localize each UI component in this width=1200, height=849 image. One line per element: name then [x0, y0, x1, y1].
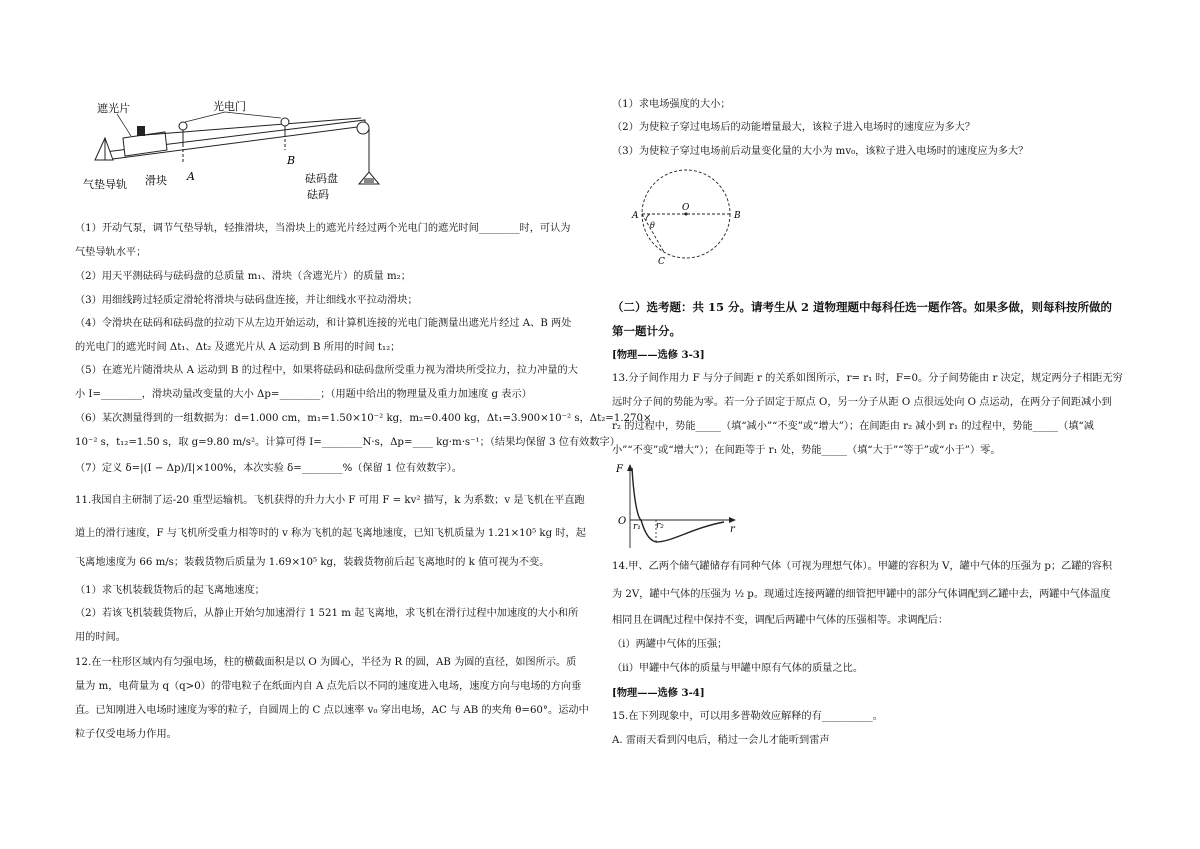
- circle-label-b: B: [734, 211, 741, 221]
- text-line: （2）为使粒子穿过电场后的动能增量最大，该粒子进入电场时的速度应为多大？: [612, 122, 976, 133]
- text-line: 相同且在调配过程中保持不变，调配后两罐中气体的压强相等。求调配后：: [612, 615, 949, 626]
- text-line: （3）为使粒子穿过电场前后动量变化量的大小为 mv₀，该粒子进入电场时的速度应为多大？: [612, 146, 1029, 157]
- circle-label-theta: θ: [650, 221, 655, 230]
- label-shade: 遮光片: [97, 102, 130, 115]
- question-14: 14.甲、乙两个储气罐储存有同种气体（可视为理想气体）。甲罐的容积为 V，罐中气体的压强为 p；乙罐的容积: [612, 561, 1113, 572]
- text-line: 飞离地速度为 66 m/s；装载货物后质量为 1.69×10⁵ kg，装载货物前后起飞离地时的 k 值可视为不变。: [75, 557, 550, 568]
- text-line: 气垫导轨水平；: [75, 247, 147, 258]
- graph-label-o: O: [618, 516, 627, 527]
- text-line: 道上的滑行速度，F 与飞机所受重力相等时的 v 称为飞机的起飞离地速度，已知飞机质量为 1.21×10⁵ kg 时，起: [75, 528, 586, 539]
- graph-label-r2: r₂: [656, 521, 664, 531]
- text-line: 为 2V，罐中气体的压强为 ½ p。现通过连接两罐的细管把甲罐中的部分气体调配到乙罐中去，两罐中气体温度: [612, 589, 1111, 600]
- circle-label-c: C: [658, 257, 665, 267]
- question-15: 15.在下列现象中，可以用多普勒效应解释的有__________。: [612, 711, 883, 722]
- elective-3-4-heading: [物理——选修 3-4]: [612, 687, 705, 699]
- text-line: （ii）甲罐中气体的质量与甲罐中原有气体的质量之比。: [612, 663, 864, 674]
- text-line: 粒子仅受电场力作用。: [75, 729, 177, 740]
- text-line: （2）用天平测砝码与砝码盘的总质量 m₁、滑块（含遮光片）的质量 m₂；: [75, 271, 411, 282]
- question-12: 12.在一柱形区域内有匀强电场，柱的横截面积是以 O 为圆心，半径为 R 的圆，AB 为圆的直径，如图所示。质: [75, 657, 577, 668]
- text-line: 小”“不变”或“增大”）；在间距等于 r₁ 处，势能_____（填“大于”“等于”或“小于”）零。: [612, 445, 1001, 456]
- text-line: 量为 m，电荷量为 q（q>0）的带电粒子在纸面内自 A 点先后以不同的速度进入电场，速度方向与电场的方向垂: [75, 681, 582, 692]
- text-line: 远时分子间的势能为零。若一分子固定于原点 O，另一分子从距 O 点很远处向 O 点运动，在两分子间距减小到: [612, 397, 1112, 408]
- graph-label-r1: r₁: [633, 522, 641, 532]
- circle-label-o: O: [682, 203, 690, 213]
- text-line: （6）某次测量得到的一组数据为：d=1.000 cm，m₁=1.50×10⁻² kg，m₂=0.400 kg，Δt₁=3.900×10⁻² s，Δt₂=1.270×: [75, 413, 652, 424]
- text-line: （4）令滑块在砝码和砝码盘的拉动下从左边开始运动，和计算机连接的光电门能测量出遮光片经过 A、B 两处: [75, 318, 572, 329]
- label-point-a: A: [187, 170, 195, 183]
- circle-label-a: A: [632, 211, 639, 221]
- text-line: 小 I=________，滑块动量改变量的大小 Δp=________；（用题中给出的物理量及重力加速度 g 表示）: [75, 389, 532, 400]
- air-track-figure: [75, 92, 385, 202]
- text-line: （1）求电场强度的大小；: [612, 99, 731, 110]
- label-point-b: B: [287, 154, 296, 167]
- label-gate: 光电门: [213, 100, 246, 113]
- question-11: 11.我国自主研制了运-20 重型运输机。飞机获得的升力大小 F 可用 F = kv² 描写，k 为系数；v 是飞机在平直跑: [75, 495, 585, 506]
- text-line: 用的时间。: [75, 632, 126, 643]
- label-rail: 气垫导轨: [83, 178, 127, 191]
- text-line: （3）用细线跨过轻质定滑轮将滑块与砝码盘连接，并让细线水平拉动滑块；: [75, 295, 418, 306]
- text-line: （7）定义 δ=|(I − Δp)/I|×100%，本次实验 δ=________%（保留 1 位有效数字）。: [75, 463, 462, 474]
- elective-section-title: （二）选考题：共 15 分。请考生从 2 道物理题中每科任选一题作答。如果多做，则每科按所做的: [612, 300, 1113, 314]
- text-line: （i）两罐中气体的压强；: [612, 639, 728, 650]
- text-line: （5）在遮光片随滑块从 A 运动到 B 的过程中，如果将砝码和砝码盘所受重力视为滑块所受拉力，拉力冲量的大: [75, 365, 578, 376]
- text-line: 的光电门的遮光时间 Δt₁、Δt₂ 及遮光片从 A 运动到 B 所用的时间 t₁₂；: [75, 342, 401, 353]
- option-a: A. 雷雨天看到闪电后，稍过一会儿才能听到雷声: [612, 735, 830, 746]
- graph-label-r: r: [730, 524, 735, 535]
- circle-field-figure: [622, 168, 752, 268]
- label-weight: 砝码: [307, 188, 329, 201]
- text-line: 10⁻² s，t₁₂=1.50 s，取 g=9.80 m/s²。计算可得 I=________N·s，Δp=____ kg·m·s⁻¹；（结果均保留 3 位有效数字）: [75, 437, 620, 448]
- graph-label-f: F: [616, 464, 623, 475]
- text-line: （1）开动气泵，调节气垫导轨，轻推滑块，当滑块上的遮光片经过两个光电门的遮光时间________时，可认为: [75, 223, 571, 234]
- question-13: 13.分子间作用力 F 与分子间距 r 的关系如图所示，r= r₁ 时，F=0。分子间势能由 r 决定，规定两分子相距无穷: [612, 373, 1123, 384]
- text-line: （2）若该飞机装载货物后，从静止开始匀加速滑行 1 521 m 起飞离地，求飞机在滑行过程中加速度的大小和所: [75, 608, 579, 619]
- label-slider: 滑块: [145, 174, 167, 187]
- elective-section-title-cont: 第一题计分。: [612, 324, 681, 338]
- text-line: （1）求飞机装载货物后的起飞离地速度；: [75, 585, 265, 596]
- text-line: r₂ 的过程中，势能_____（填“减小”“不变”或“增大”）；在间距由 r₂ 减小到 r₁ 的过程中，势能_____（填“减: [612, 421, 1094, 432]
- label-pan: 砝码盘: [305, 172, 338, 185]
- elective-3-3-heading: [物理——选修 3-3]: [612, 349, 705, 361]
- text-line: 直。已知刚进入电场时速度为零的粒子，自圆周上的 C 点以速率 v₀ 穿出电场，AC 与 AB 的夹角 θ=60°。运动中: [75, 705, 589, 716]
- force-distance-graph: [612, 462, 752, 552]
